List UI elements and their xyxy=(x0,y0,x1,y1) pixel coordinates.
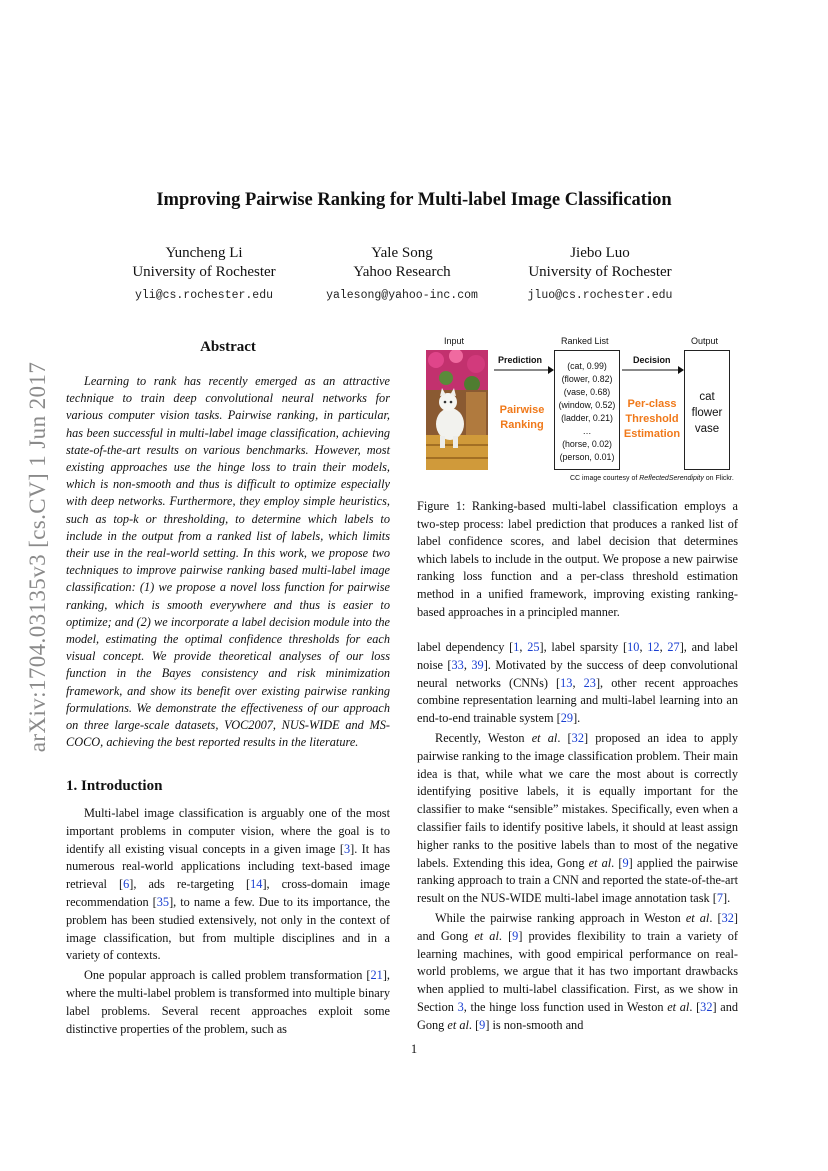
citation-link[interactable]: 10 xyxy=(627,640,640,654)
figure-caption: Figure 1: Ranking-based multi-label classification employs a two-step process: label prediction that produces a ranked list of label confidence scores, and label decision that determines which labels to include in the output. We propose a new pairwise ranking loss function and a per-class threshold estimation method in a unified framework, improving existing ranking-based approaches in a principled manner. xyxy=(417,499,738,619)
author-3 xyxy=(500,244,700,305)
citation-link[interactable]: 1 xyxy=(513,640,520,654)
intro-right-column xyxy=(417,639,738,1035)
intro-heading: 1. Introduction xyxy=(66,778,163,794)
paragraph: label dependency [1, 25], label sparsity [10, 12, 27], and label noise [33, 39]. Motivated by the success of deep convolutional neural networks (CNNs) [13, 23], other recent approaches combine representation learning and multi-label learning into an end-to-end trainable system [29]. xyxy=(417,640,739,726)
fig-input-label: Input xyxy=(444,336,465,346)
italic-text: et al xyxy=(685,910,710,925)
paper-title: Improving Pairwise Ranking for Multi-label Image Classification xyxy=(156,190,672,210)
page-number: 1 xyxy=(410,1042,418,1056)
output-box xyxy=(684,350,730,470)
citation-link[interactable]: 39 xyxy=(471,657,484,672)
fig-ranked-label: Ranked List xyxy=(561,336,609,346)
author-email[interactable]: yli@cs.rochester.edu xyxy=(134,289,274,302)
ranked-list-box xyxy=(554,350,620,470)
ranked-item: (person, 0.01) xyxy=(559,452,615,462)
image-credit: CC image courtesy of ReflectedSerendipity on Flickr. xyxy=(570,475,734,482)
arxiv-stamp xyxy=(24,322,52,792)
citation-link[interactable]: 3 xyxy=(343,841,351,856)
citation-link[interactable]: 27 xyxy=(667,640,680,654)
output-label: vase xyxy=(694,423,720,435)
fig-method-pairwise: Pairwise Ranking xyxy=(499,404,545,431)
citation-link[interactable]: 21 xyxy=(370,968,383,983)
citation-link[interactable]: 32 xyxy=(571,730,584,745)
italic-text: et al xyxy=(588,855,612,870)
paragraph: Multi-label image classification is arguably one of the most important problems in computer vision, where the goal is to identify all existing visual concepts in a given image [3]. It has numerous real-world applications including text-based image retrieval [6], ads re-targeting [14], cross-domain image recommendation [35], to name a few. Due to its importance, the problem has been studied extensively, not only in the context of image classification, but from multiple disciplines and in a variety of contexts. xyxy=(66,806,390,963)
figure-1 xyxy=(418,336,740,486)
author-affiliation: University of Rochester xyxy=(132,264,276,280)
citation-link[interactable]: 9 xyxy=(622,855,629,870)
fig-method-threshold: Per-class Threshold Estimation xyxy=(623,398,681,440)
citation-link[interactable]: 32 xyxy=(721,910,734,925)
citation-link[interactable]: 6 xyxy=(123,877,130,892)
citation-link[interactable]: 33 xyxy=(451,657,464,672)
author-email[interactable]: jluo@cs.rochester.edu xyxy=(527,289,673,302)
citation-link[interactable]: 9 xyxy=(512,928,519,943)
paragraph: One popular approach is called problem transformation [21], where the multi-label problem is transformed into multiple binary label problems. Several recent approaches exploit some distinctive properties of the problem, such as xyxy=(66,968,390,1036)
italic-text: et al xyxy=(447,1017,469,1032)
abstract-text: Learning to rank has recently emerged as an attractive technique to train deep convolutional neural networks for various computer vision tasks. Pairwise ranking, in particular, has been successful in multi-label image classification, achieving state-of-the-art results on various benchmarks. However, most existing approaches use the hinge loss to train their models, which is non-smooth and thus is difficult to optimize especially with deep networks. Furthermore, they employ simple heuristics, such as top-k or thresholding, to determine which labels to include in the output from a ranked list of labels, which limits their use in the real-world setting. In this work, we propose two techniques to improve pairwise ranking based multi-label image classification: (1) we propose a novel loss function for pairwise ranking, which is smooth everywhere and thus is easier to optimize; and (2) we incorporate a label decision module into the model, estimating the optimal confidence thresholds for each visual concept. We provide theoretical analyses of our loss function in the Bayes consistency and risk minimization framework, and show its benefit over existing pairwise ranking formulations. We demonstrate the effectiveness of our approach on three large-scale datasets, VOC2007, NUS-WIDE and MS-COCO, achieving the best reported results in the literature. xyxy=(66,374,390,750)
author-affiliation: Yahoo Research xyxy=(353,264,451,280)
citation-link[interactable]: 14 xyxy=(250,877,263,892)
citation-link[interactable]: 12 xyxy=(647,640,660,654)
citation-link[interactable]: 9 xyxy=(479,1017,486,1032)
citation-link[interactable]: 32 xyxy=(700,999,713,1014)
italic-text: et al xyxy=(531,730,558,745)
output-label: cat xyxy=(699,391,715,403)
ranked-item: (vase, 0.68) xyxy=(563,387,611,397)
ranked-item: (flower, 0.82) xyxy=(561,374,613,384)
author-name: Yale Song xyxy=(371,245,433,261)
paragraph: Recently, Weston et al. [32] proposed an idea to apply pairwise ranking to the image classification problem. Their main idea is that, while what we care the most about is correctly identifying positive labels, it is equally important for the classifier to make “sensible” mistakes. Specifically, even when a classifier fails to identify positive labels, it should at least assign higher ranks to the positive labels than to most of the negative labels. Extending this idea, Gong et al. [9] applied the pairwise ranking approach to train a CNN and reported the state-of-the-art result on the NUS-WIDE multi-label image annotation task [7]. xyxy=(417,730,738,906)
output-label: flower xyxy=(691,407,723,419)
author-affiliation: University of Rochester xyxy=(528,264,672,280)
arxiv-id: arXiv:1704.03135v3 [cs.CV] 1 Jun 2017 xyxy=(25,361,50,753)
citation-link[interactable]: 35 xyxy=(156,894,170,909)
author-name: Yuncheng Li xyxy=(165,245,243,261)
citation-link[interactable]: 29 xyxy=(560,711,574,726)
author-2 xyxy=(302,244,502,305)
author-name: Jiebo Luo xyxy=(570,245,630,261)
citation-link[interactable]: 23 xyxy=(583,675,596,690)
intro-left-column xyxy=(66,805,390,1038)
italic-text: et al xyxy=(667,999,690,1014)
citation-link[interactable]: 25 xyxy=(527,640,540,654)
citation-link[interactable]: 7 xyxy=(716,891,723,906)
fig-output-label: Output xyxy=(691,336,719,346)
abstract-heading: Abstract xyxy=(200,339,256,355)
italic-text: et al xyxy=(474,928,499,943)
fig-decision-label: Decision xyxy=(633,355,671,365)
ranked-item: (ladder, 0.21) xyxy=(561,413,613,423)
author-1 xyxy=(104,244,304,305)
ranked-item: (window, 0.52) xyxy=(558,400,616,410)
ranked-item: … xyxy=(582,426,592,436)
fig-prediction-label: Prediction xyxy=(498,355,543,365)
author-email[interactable]: yalesong@yahoo-inc.com xyxy=(326,289,478,302)
cat-photo xyxy=(426,350,488,470)
citation-link[interactable]: 13 xyxy=(560,675,573,690)
paragraph: While the pairwise ranking approach in Weston et al. [32] and Gong et al. [9] provides flexibility to train a variety of learning machines, with good empirical performance on real-world problems, we argue that it has two important drawbacks when applied to multi-label classification. First, as we show in Section 3, the hinge loss function used in Weston et al. [32] and Gong et al. [9] is non-smooth and xyxy=(417,910,739,1032)
ranked-item: (cat, 0.99) xyxy=(567,361,607,371)
citation-link[interactable]: 3 xyxy=(457,999,464,1014)
ranked-item: (horse, 0.02) xyxy=(562,439,612,449)
